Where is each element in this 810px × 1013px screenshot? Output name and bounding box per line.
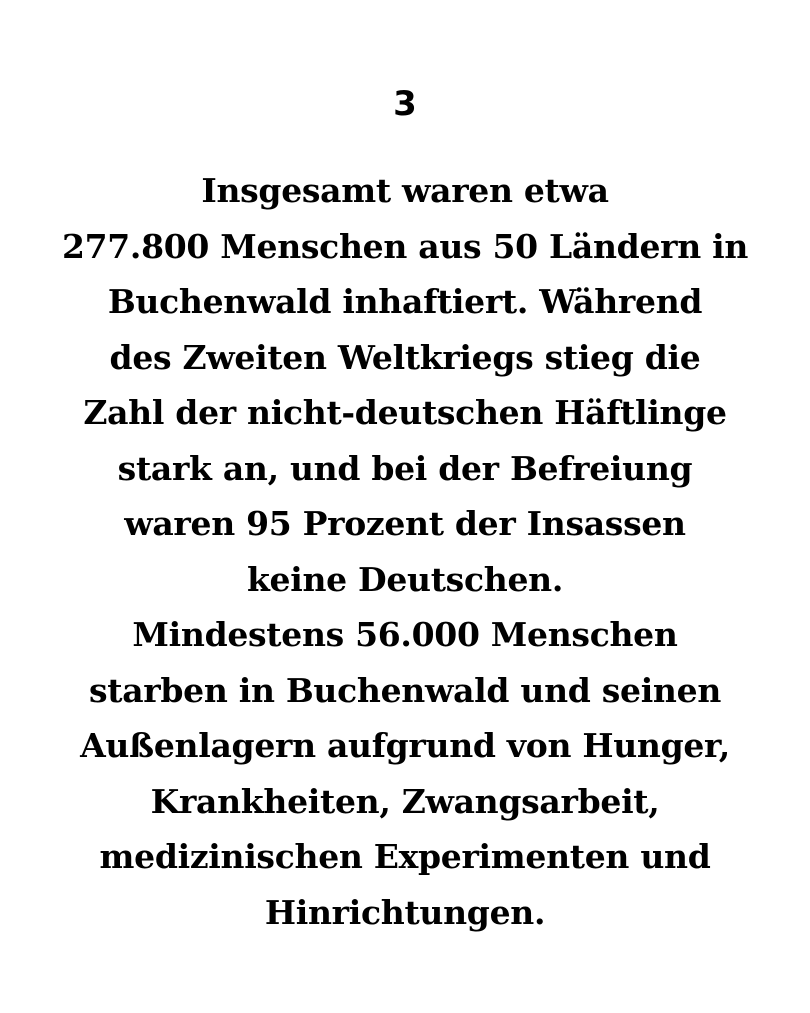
body-paragraph bbox=[40, 163, 770, 940]
text-line: starben in Buchenwald und seinen bbox=[88, 670, 722, 710]
text-line: Zahl der nicht-deutschen Häftlinge bbox=[83, 393, 727, 432]
text-line: Insgesamt waren etwa bbox=[201, 171, 609, 210]
text-line: Mindestens 56.000 Menschen bbox=[132, 615, 678, 654]
text-line: des Zweiten Weltkriegs stieg die bbox=[109, 337, 701, 377]
text-line: keine Deutschen. bbox=[246, 559, 564, 599]
page-number: 3 bbox=[393, 84, 417, 124]
text-line: medizinischen Experimenten und bbox=[99, 837, 711, 876]
text-line: Krankheiten, Zwangsarbeit, bbox=[150, 781, 660, 821]
text-line: Hinrichtungen. bbox=[264, 892, 546, 932]
text-line: 277.800 Menschen aus 50 Ländern in bbox=[61, 226, 749, 266]
text-line: Außenlagern aufgrund von Hunger, bbox=[80, 726, 730, 765]
text-line: waren 95 Prozent der Insassen bbox=[124, 504, 686, 543]
text-line: Buchenwald inhaftiert. Während bbox=[107, 282, 703, 321]
text-line: stark an, und bei der Befreiung bbox=[117, 448, 693, 488]
